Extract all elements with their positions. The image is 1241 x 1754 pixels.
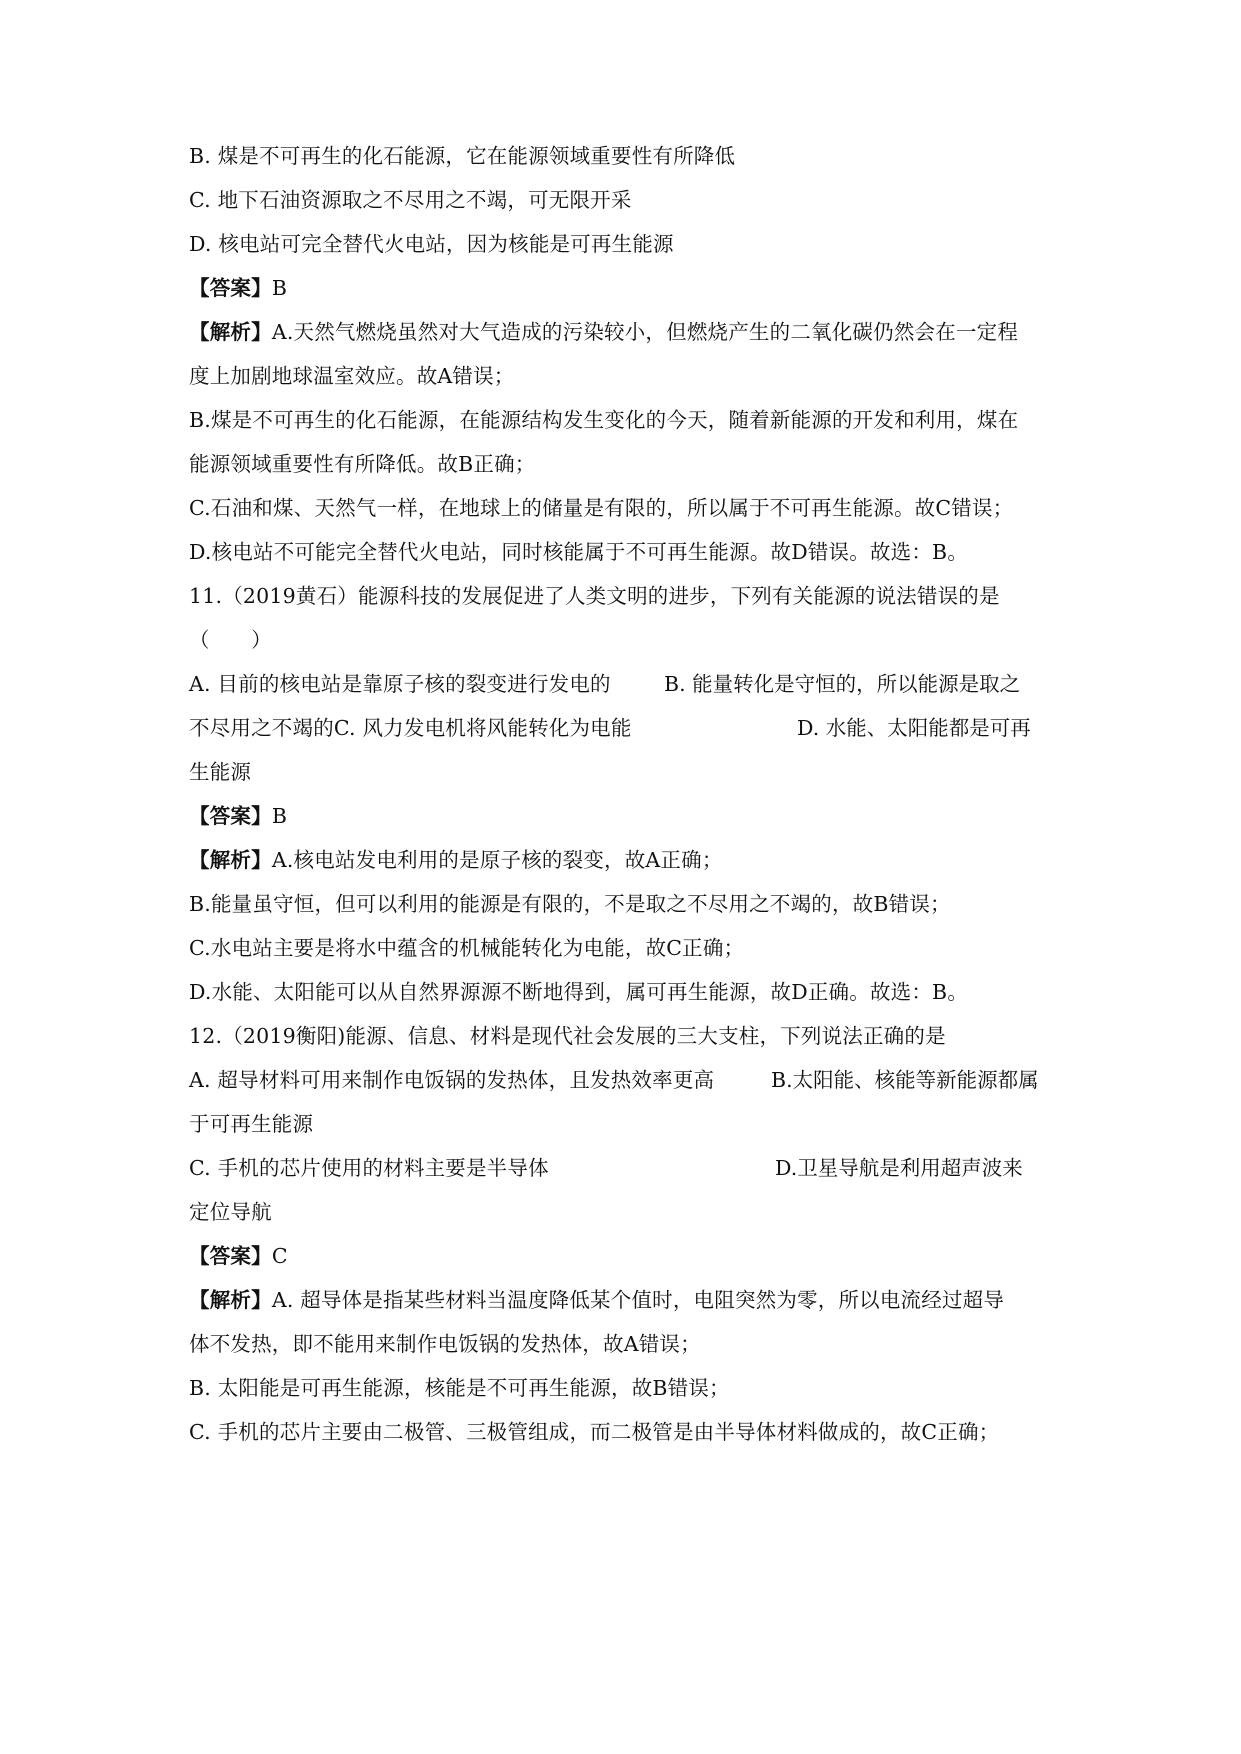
option-a-text: A. 目前的核电站是靠原子核的裂变进行发电的 [189, 672, 611, 696]
analysis-text: B.煤是不可再生的化石能源，在能源结构发生变化的今天，随着新能源的开发和利用，煤在 [189, 408, 1019, 432]
option-a-text: A. 超导材料可用来制作电饭锅的发热体，且发热效率更高 [189, 1068, 715, 1092]
question-12-options-row [189, 1067, 714, 1093]
question-12-stem [189, 1023, 946, 1049]
answer-line [189, 275, 287, 301]
option-b-text: 于可再生能源 [189, 1112, 314, 1136]
analysis-line [189, 407, 1018, 433]
answer-value: B [271, 804, 288, 828]
question-11-options-row [189, 715, 632, 741]
answer-value: C [271, 1244, 288, 1268]
analysis-line [189, 1331, 701, 1357]
option-d-text: 定位导航 [189, 1200, 272, 1224]
question-text: 11.（2019黄石）能源科技的发展促进了人类文明的进步，下列有关能源的说法错误的是 [189, 584, 1000, 608]
analysis-line [189, 495, 1013, 521]
answer-tag: 【答案】 [189, 276, 272, 300]
analysis-line [189, 1419, 999, 1445]
question-text: 12.（2019衡阳)能源、信息、材料是现代社会发展的三大支柱，下列说法正确的是 [189, 1024, 946, 1048]
option-c-text: C. 手机的芯片使用的材料主要是半导体 [189, 1156, 549, 1180]
question-text: （ ） [189, 628, 272, 652]
option-b-line [189, 143, 735, 169]
analysis-text: C. 手机的芯片主要由二极管、三极管组成，而二极管是由半导体材料做成的，故C正确； [189, 1420, 1000, 1444]
answer-tag: 【答案】 [189, 1244, 272, 1268]
analysis-text: D.核电站不可能完全替代火电站，同时核能属于不可再生能源。故D错误。故选：B。 [189, 540, 969, 564]
analysis-line [189, 319, 1018, 345]
analysis-line [189, 1287, 1004, 1313]
question-12-options-row [189, 1155, 549, 1181]
analysis-line [189, 451, 535, 477]
option-b-text: B.太阳能、核能等新能源都属 [771, 1068, 1039, 1092]
analysis-text: D.水能、太阳能可以从自然界源源不断地得到，属可再生能源，故D正确。故选：B。 [189, 980, 969, 1004]
question-11-blank [189, 627, 272, 653]
answer-tag: 【答案】 [189, 804, 272, 828]
analysis-line [189, 935, 744, 961]
option-d-text: 生能源 [189, 760, 252, 784]
option-d-text: D.卫星导航是利用超声波来 [775, 1156, 1023, 1180]
analysis-text: A.核电站发电利用的是原子核的裂变，故A正确； [271, 848, 723, 872]
option-b-text: B. 能量转化是守恒的，所以能源是取之 [664, 672, 1021, 696]
analysis-tag: 【解析】 [189, 320, 272, 344]
analysis-text: 度上加剧地球温室效应。故A错误； [189, 364, 515, 388]
analysis-text: A.天然气燃烧虽然对大气造成的污染较小，但燃烧产生的二氧化碳仍然会在一定程 [271, 320, 1019, 344]
question-12-options-row [189, 1199, 272, 1225]
analysis-line [189, 1375, 730, 1401]
analysis-text: 能源领域重要性有所降低。故B正确； [189, 452, 536, 476]
answer-value: B [271, 276, 288, 300]
option-text: B. 煤是不可再生的化石能源，它在能源领域重要性有所降低 [189, 144, 736, 168]
option-d-line [189, 231, 674, 257]
option-text: D. 核电站可完全替代火电站，因为核能是可再生能源 [189, 232, 674, 256]
question-12-options-row [189, 1111, 313, 1137]
analysis-text: B. 太阳能是可再生能源，核能是不可再生能源，故B错误； [189, 1376, 730, 1400]
answer-line [189, 803, 287, 829]
analysis-text: C.水电站主要是将水中蕴含的机械能转化为电能，故C正确； [189, 936, 745, 960]
analysis-line [189, 363, 515, 389]
analysis-tag: 【解析】 [189, 848, 272, 872]
question-11-options-row [189, 759, 251, 785]
option-d-text: D. 水能、太阳能都是可再 [797, 716, 1031, 740]
analysis-line [189, 847, 723, 873]
analysis-text: B.能量虽守恒，但可以利用的能源是有限的，不是取之不尽用之不竭的，故B错误； [189, 892, 951, 916]
option-c-text: 不尽用之不竭的C. 风力发电机将风能转化为电能 [189, 716, 632, 740]
analysis-text: 体不发热，即不能用来制作电饭锅的发热体，故A错误； [189, 1332, 701, 1356]
analysis-text: A. 超导体是指某些材料当温度降低某个值时，电阻突然为零，所以电流经过超导 [271, 1288, 1005, 1312]
question-11-options-row [189, 671, 611, 697]
analysis-line [189, 891, 951, 917]
analysis-line [189, 979, 968, 1005]
analysis-text: C.石油和煤、天然气一样，在地球上的储量是有限的，所以属于不可再生能源。故C错误； [189, 496, 1014, 520]
analysis-tag: 【解析】 [189, 1288, 272, 1312]
question-11-stem [189, 583, 1000, 609]
option-c-line [189, 187, 632, 213]
analysis-line [189, 539, 968, 565]
answer-line [189, 1243, 288, 1269]
option-text: C. 地下石油资源取之不尽用之不竭，可无限开采 [189, 188, 632, 212]
